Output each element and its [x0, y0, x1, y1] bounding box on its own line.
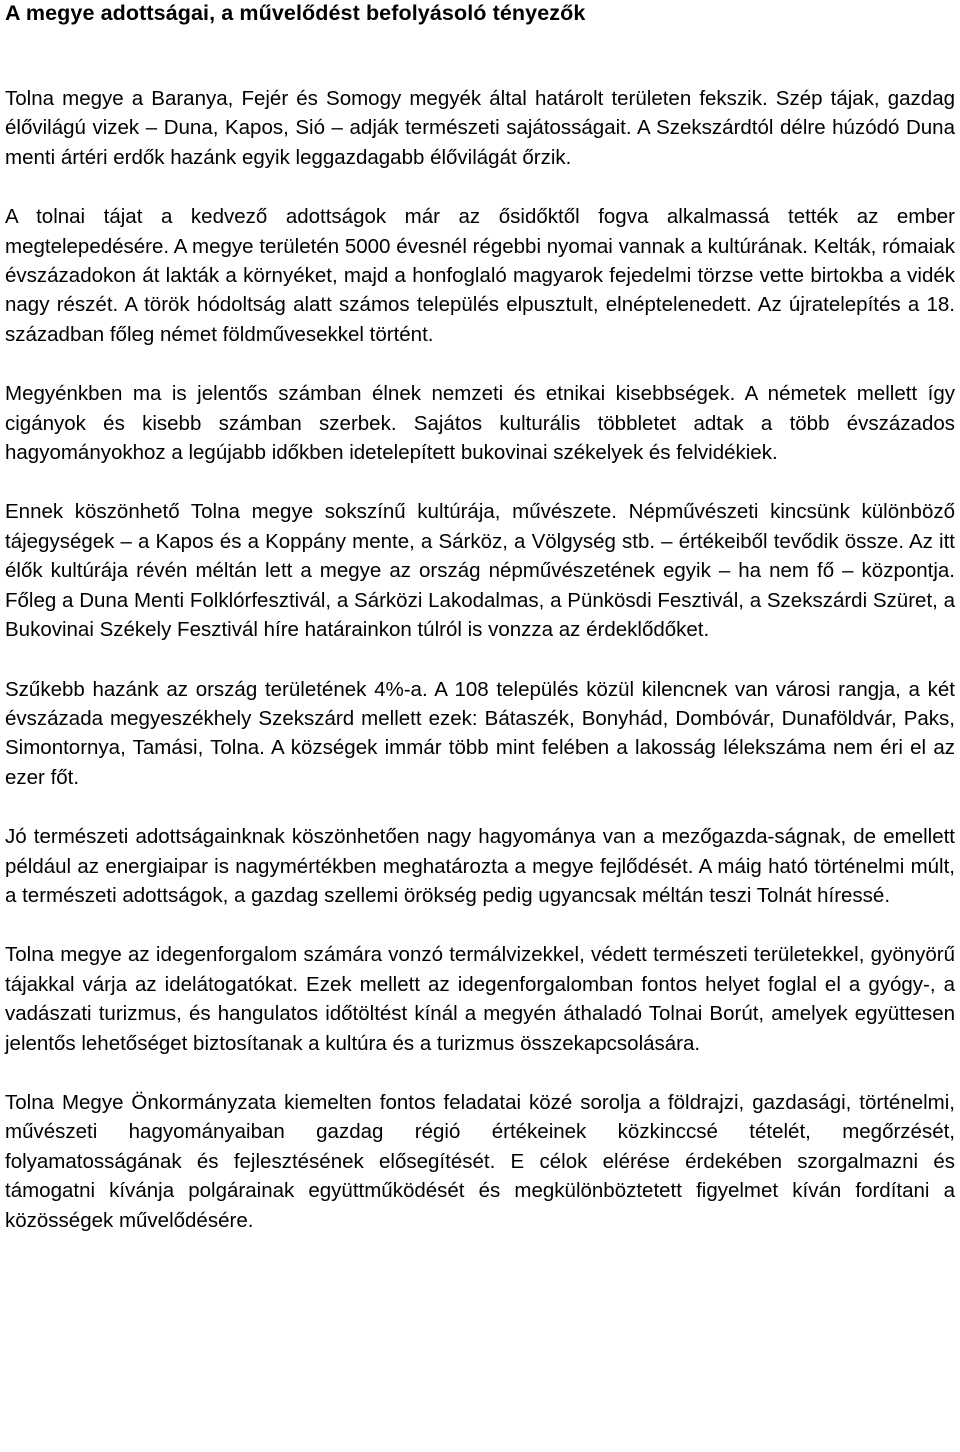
paragraph-folk-art: Ennek köszönhető Tolna megye sokszínű kultúrája, művészete. Népművészeti kincsünk különböző tájegységek – a Kapos és a Koppány mente, a Sárköz, a Völgység stb. – értékeiből tevődik össze. Az itt élők kultúrája révén méltán lett a megye az ország népművészetének egyik – ha nem fő – központja. Főleg a Duna Menti Folklórfesztivál, a Sárközi Lakodalmas, a Pünkösdi Fesztivál, a Szekszárdi Szüret, a Bukovinai Székely Fesztivál híre határainkon túlról is vonzza az érdeklődőket.: [5, 500, 955, 642]
document-title: A megye adottságai, a művelődést befolyásoló tényezők: [5, 1, 586, 25]
paragraph-local-government: Tolna Megye Önkormányzata kiemelten fontos feladatai közé sorolja a földrajzi, gazdasági, történelmi, művészeti hagyományaiban gazdag régió értékeinek közkinccsé tételét, megőrzését, folyamatosságának és fejlesztésének elősegítését. E célok elérése érdekében szorgalmazni és támogatni kívánja polgárainak együttműködését és megkülönböztetett figyelmet kíván fordítani a közösségek művelődésére.: [5, 1090, 955, 1232]
document-page: [5, 0, 955, 1235]
paragraph-economy: Jó természeti adottságainknak köszönhetően nagy hagyománya van a mezőgazda-ságnak, de emellett például az energiaipar is nagymértékben meghatározta a megye fejlődését. A máig ható történelmi múlt, a természeti adottságok, a gazdag szellemi örökség pedig ugyancsak méltán teszi Tolnát híressé.: [5, 825, 955, 907]
paragraph-tourism: Tolna megye az idegenforgalom számára vonzó termálvizekkel, védett természeti területekkel, gyönyörű tájakkal várja az idelátogatókat. Ezek mellett az idegenforgalomban fontos helyet foglal el a gyógy-, a vadászati turizmus, és hangulatos időtöltést kínál a megyén áthaladó Tolnai Borút, amelyek együttesen jelentős lehetőséget biztosítanak a kultúra és a turizmus összekapcsolására.: [5, 943, 955, 1055]
paragraph-location: Tolna megye a Baranya, Fejér és Somogy megyék által határolt területen fekszik. Szép tájak, gazdag élővilágú vizek – Duna, Kapos, Sió – adják természeti sajátosságait. A Szekszárdtól délre húzódó Duna menti ártéri erdők hazánk egyik leggazdagabb élővilágát őrzik.: [5, 87, 955, 169]
paragraph-settlements: Szűkebb hazánk az ország területének 4%-a. A 108 település közül kilencnek van városi rangja, a két évszázada megyeszékhely Szekszárd mellett ezek: Bátaszék, Bonyhád, Dombóvár, Dunaföldvár, Paks, Simontornya, Tamási, Tolna. A községek immár több mint felében a lakosság lélekszáma nem éri el az ezer főt.: [5, 677, 955, 789]
paragraph-history: A tolnai tájat a kedvező adottságok már az ősidőktől fogva alkalmassá tették az ember megtelepedésére. A megye területén 5000 évesnél régebbi nyomai vannak a kultúrának. Kelták, rómaiak évszázadokon át lakták a környéket, majd a honfoglaló magyarok fejedelmi törzse vette birtokba a vidék nagy részét. A török hódoltság alatt számos település elpusztult, elnéptelenedett. Az újratelepítés a 18. században főleg német földművesekkel történt.: [5, 205, 955, 346]
paragraph-minorities: Megyénkben ma is jelentős számban élnek nemzeti és etnikai kisebbségek. A németek mellett így cigányok és kisebb számban szerbek. Sajátos kulturális többletet adtak a több évszázados hagyományokhoz a legújabb időkben idetelepített bukovinai székelyek és felvidékiek.: [5, 382, 955, 465]
